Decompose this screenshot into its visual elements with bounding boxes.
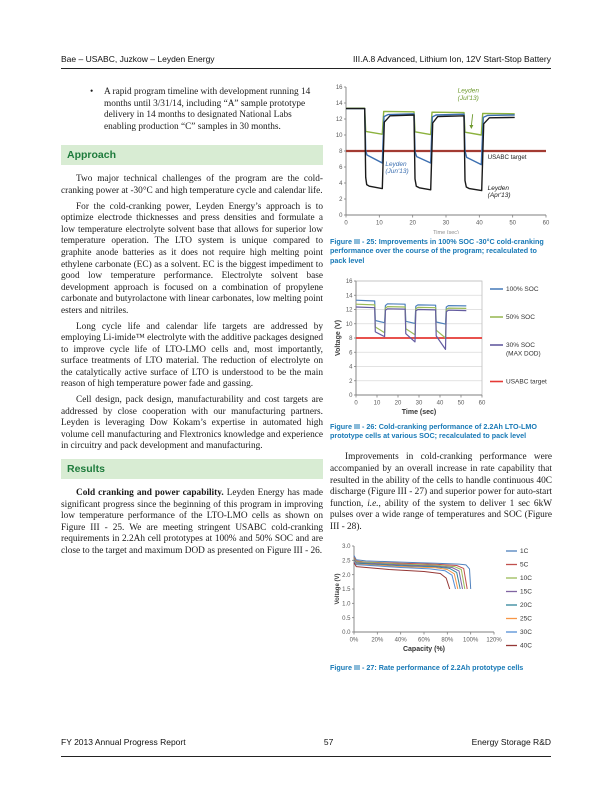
results-rest: Leyden Energy has made significant progress since the beginning of this program in improving low temperature performance of the LTO-LMO cells as shown on Figure III - 25. We are meeting stringent USABC cold-cranking requirements in 2.2Ah cell prototypes at 100% and 50% SOC and are close to the target and maximum DOD as presented on Figure III - 26. [61, 488, 323, 556]
page-header [61, 54, 551, 69]
svg-text:Time (sec): Time (sec) [433, 230, 459, 234]
rate-paragraph [330, 452, 552, 533]
rate-paragraph-italic: i.e. [367, 498, 379, 509]
svg-text:15C: 15C [520, 588, 532, 596]
svg-text:12: 12 [345, 307, 353, 314]
svg-text:1C: 1C [520, 547, 529, 555]
footer-rule [61, 756, 551, 757]
svg-text:8: 8 [339, 149, 343, 156]
svg-text:(Jun'13): (Jun'13) [385, 168, 409, 176]
svg-text:25C: 25C [520, 615, 532, 623]
svg-text:16: 16 [345, 279, 353, 286]
svg-text:60%: 60% [417, 637, 431, 644]
svg-text:14: 14 [335, 101, 343, 108]
svg-text:50: 50 [457, 400, 465, 407]
svg-text:Leyden: Leyden [385, 160, 407, 168]
bullet-icon: • [90, 87, 94, 97]
svg-text:60: 60 [478, 400, 486, 407]
svg-text:60: 60 [542, 220, 550, 227]
section-header-approach: Approach [61, 145, 323, 165]
figure-iii-27-caption: Figure III - 27: Rate performance of 2.2Ah prototype cells [330, 662, 524, 672]
footer-page-number: 57 [323, 737, 334, 747]
svg-text:0%: 0% [349, 637, 359, 644]
svg-text:Voltage (V): Voltage (V) [335, 573, 341, 605]
svg-text:0.5: 0.5 [342, 615, 351, 622]
approach-paragraph-3: Long cycle life and calendar life targets are addressed by employing Li-imide™ electrolyte with the additive packages designed to improve cycle life of LTO-LMO cells and, most importantly, surface treatments of LTO material. The reduction of electrolyte on the catalytically active surface of LTO is understood to be the main reason of high temperature power fade and gassing. [61, 321, 323, 390]
svg-text:100% SOC: 100% SOC [506, 286, 539, 294]
figure-iii-27 [330, 542, 552, 654]
svg-text:(Apr'13): (Apr'13) [487, 192, 511, 200]
svg-text:(Jul'13): (Jul'13) [457, 95, 479, 102]
section-header-results: Results [61, 459, 323, 479]
approach-paragraph-2: For the cold-cranking power, Leyden Energy’s approach is to optimize electrode thicknesses and press densities and formulate a low temperature electrolyte solvent base that allows for superior low temperature operation. The LTO system is unique compared to graphite anode batteries as it does not require high melting point ethylene carbonate (EC) as a solvent. EC is the biggest impediment to good low temperature performance. Electrolyte solvent base development approach is focused on a combination of propylene carbonate and butyrolactone with linear carbonates, low melting point esters and nitriles. [61, 201, 323, 316]
svg-text:30C: 30C [520, 628, 532, 636]
bullet-text: A rapid program timeline with development running 14 months until 3/31/14, including “A” sample prototype delivery in 14 months to designated National Labs enabling production “C” samples in 30 months. [104, 87, 311, 132]
svg-text:6: 6 [349, 350, 353, 357]
rate-paragraph-rest: , ability of the system to deliver 1 sec 6kW pulses over a wide range of temperatures and SOC (Figure III - 28). [330, 498, 552, 533]
svg-text:0.0: 0.0 [342, 629, 351, 636]
header-left: Bae – USABC, Juzkow – Leyden Energy [61, 54, 215, 64]
header-right: III.A.8 Advanced, Lithium Ion, 12V Start-Stop Battery [353, 54, 551, 64]
svg-text:6: 6 [339, 165, 343, 172]
svg-text:2.0: 2.0 [342, 572, 351, 579]
svg-text:40: 40 [436, 400, 444, 407]
right-column [330, 84, 552, 678]
svg-text:120%: 120% [486, 637, 502, 644]
svg-text:0: 0 [339, 213, 343, 220]
svg-text:40%: 40% [394, 637, 407, 644]
svg-text:Capacity (%): Capacity (%) [402, 645, 446, 653]
svg-text:2: 2 [349, 378, 353, 385]
svg-text:3.0: 3.0 [342, 543, 351, 550]
approach-paragraph-4: Cell design, pack design, manufacturability and cost targets are addressed by close cooperation with our manufacturing partners. Leyden is leveraging Dow Kokam’s expertise in automated high volume cell manufacturing and Flextronics knowledge and experience in circuitry and pack development and manufacturing. [61, 395, 323, 452]
svg-text:(MAX DOD): (MAX DOD) [506, 350, 541, 358]
svg-text:4: 4 [339, 181, 343, 188]
rate-paragraph-text: Improvements in cold-cranking performance were accompanied by an overall increase in rate capability that resulted in the ability of the cells to handle continuous 40C discharge (Figure III - 27) and superior power for auto-start function, [330, 452, 552, 509]
svg-text:30: 30 [442, 220, 450, 227]
svg-text:2: 2 [339, 197, 343, 204]
footer-left: FY 2013 Annual Progress Report [61, 737, 186, 747]
figure-iii-25 [330, 84, 552, 234]
figure-iii-26-chart [330, 277, 552, 419]
svg-text:0: 0 [349, 393, 353, 400]
svg-text:40: 40 [475, 220, 483, 227]
svg-text:10: 10 [375, 220, 383, 227]
svg-text:0: 0 [344, 220, 348, 227]
left-column [61, 84, 323, 562]
svg-text:1.5: 1.5 [342, 586, 351, 593]
svg-text:1.0: 1.0 [342, 601, 351, 608]
results-paragraph-1 [61, 488, 323, 558]
page-footer [61, 737, 551, 747]
footer-right: Energy Storage R&D [471, 737, 551, 747]
figure-iii-25-caption: Figure III - 25: Improvements in 100% SOC -30°C cold-cranking performance over the course of the program; recalculated to pack level [330, 237, 544, 265]
svg-text:20%: 20% [371, 637, 384, 644]
svg-text:Voltage (V): Voltage (V) [335, 319, 342, 356]
approach-paragraph-1: Two major technical challenges of the program are the cold-cranking power at -30°C and high temperature cycle and calendar life. [61, 174, 323, 196]
figure-iii-26 [330, 277, 552, 419]
svg-text:50% SOC: 50% SOC [506, 314, 535, 322]
figure-iii-26-caption: Figure III - 26: Cold-cranking performance of 2.2Ah LTO-LMO prototype cells at various SOC; recalculated to pack level [330, 421, 537, 441]
svg-text:30% SOC: 30% SOC [506, 342, 535, 350]
svg-text:10: 10 [345, 321, 353, 328]
figure-iii-25-chart [330, 84, 552, 234]
svg-text:5C: 5C [520, 561, 529, 569]
svg-text:16: 16 [335, 85, 343, 92]
svg-text:10: 10 [335, 133, 343, 140]
svg-text:4: 4 [349, 364, 353, 371]
svg-text:12: 12 [335, 117, 343, 124]
svg-text:USABC target: USABC target [506, 378, 547, 386]
svg-text:Leyden: Leyden [457, 87, 479, 95]
svg-text:8: 8 [349, 336, 353, 343]
results-lead: Cold cranking and power capability. [76, 488, 224, 499]
svg-text:50: 50 [509, 220, 517, 227]
svg-text:80%: 80% [441, 637, 454, 644]
svg-text:10: 10 [373, 400, 381, 407]
svg-text:Leyden: Leyden [487, 184, 509, 192]
svg-text:100%: 100% [462, 637, 479, 644]
svg-text:30: 30 [415, 400, 423, 407]
figure-iii-27-chart [330, 542, 552, 654]
svg-text:20: 20 [409, 220, 417, 227]
svg-text:20C: 20C [520, 601, 532, 609]
svg-text:20: 20 [394, 400, 402, 407]
svg-text:Time (sec): Time (sec) [401, 408, 437, 416]
bullet-item [61, 87, 323, 133]
svg-text:14: 14 [345, 293, 353, 300]
svg-text:2.5: 2.5 [342, 558, 351, 565]
svg-text:10C: 10C [520, 574, 532, 582]
svg-text:40C: 40C [520, 642, 532, 650]
svg-text:USABC target: USABC target [487, 154, 527, 161]
svg-text:0: 0 [354, 400, 358, 407]
